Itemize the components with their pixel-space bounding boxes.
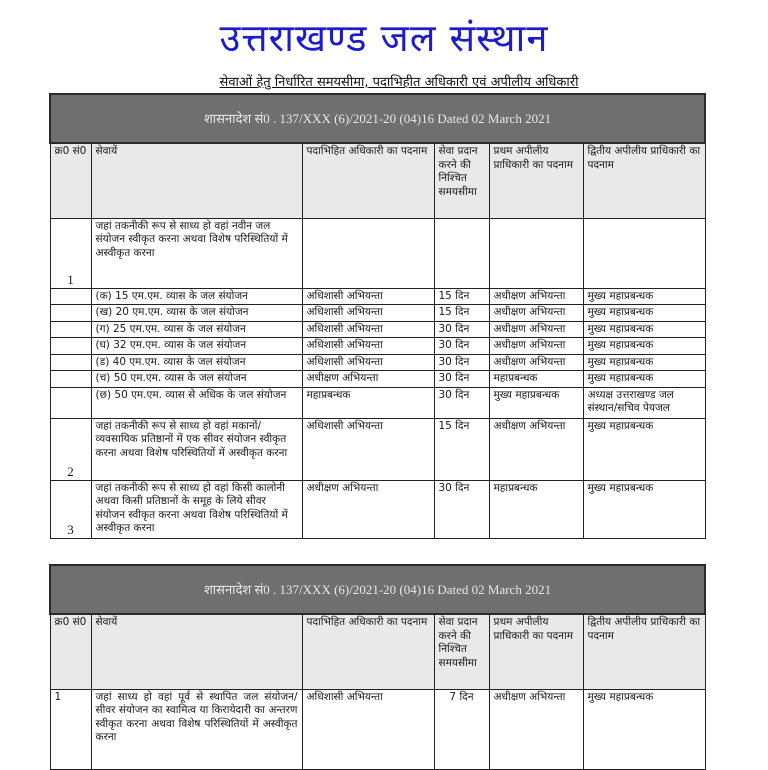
government-order-reference: शासनादेश सं0 . 137/XXX (6)/2021-20 (04)16 Dated 02 March 2021 xyxy=(50,94,705,143)
serial-number: 1 xyxy=(50,218,91,288)
serial-number xyxy=(50,371,91,388)
table-row xyxy=(50,689,705,769)
timeline: 30 दिन xyxy=(434,387,489,418)
col-designated-officer: पदाभिहित अधिकारी का पदनाम xyxy=(302,143,434,218)
first-appellate: अधीक्षण अभियन्ता xyxy=(489,354,583,371)
designated-officer: अधीक्षण अभियन्ता xyxy=(302,371,434,388)
timeline: 30 दिन xyxy=(434,354,489,371)
designated-officer: अधिशासी अभियन्ता xyxy=(302,354,434,371)
table-row xyxy=(50,321,705,338)
table-row xyxy=(50,480,705,538)
timeline: 30 दिन xyxy=(434,338,489,355)
col-services: सेवायें xyxy=(91,614,302,689)
service-description: (क) 15 एम.एम. व्यास के जल संयोजन xyxy=(91,288,302,305)
services-table-2 xyxy=(49,564,706,770)
service-description: जहां तकनीकी रूप से साध्य हो वहां मकानों/ व्यवसायिक प्रतिष्ठानों में एक सीवर संयोजन स्वीकृत करना अथवा विशेष परिस्थितियों में अस्वीकृत करना xyxy=(91,418,302,480)
serial-number xyxy=(50,305,91,322)
timeline: 15 दिन xyxy=(434,305,489,322)
second-appellate: मुख्य महाप्रबन्धक xyxy=(583,288,705,305)
col-second-appellate: द्वितीय अपीलीय प्राधिकारी का पदनाम xyxy=(583,614,705,689)
col-second-appellate: द्वितीय अपीलीय प्राधिकारी का पदनाम xyxy=(583,143,705,218)
table-row xyxy=(50,288,705,305)
table-row xyxy=(50,305,705,322)
designated-officer: अधिशासी अभियन्ता xyxy=(302,305,434,322)
service-description: जहां तकनीकी रूप से साध्य हो वहां नवीन जल संयोजन स्वीकृत करना अथवा विशेष परिस्थितियों में अस्वीकृत करना xyxy=(91,218,302,288)
government-order-reference: शासनादेश सं0 . 137/XXX (6)/2021-20 (04)16 Dated 02 March 2021 xyxy=(50,565,705,614)
designated-officer: महाप्रबन्धक xyxy=(302,387,434,418)
service-description: जहां साध्य हो वहां पूर्व से स्थापित जल संयोजन/ सीवर संयोजन का स्वामित्व या किरायेदारी का अन्तरण स्वीकृत करना अथवा विशेष परिस्थितियों में अस्वीकृत करना xyxy=(91,689,302,769)
first-appellate: महाप्रबन्धक xyxy=(489,480,583,538)
timeline: 30 दिन xyxy=(434,480,489,538)
service-description: (ड) 40 एम.एम. व्यास के जल संयोजन xyxy=(91,354,302,371)
second-appellate xyxy=(583,218,705,288)
second-appellate: मुख्य महाप्रबन्धक xyxy=(583,354,705,371)
first-appellate: अधीक्षण अभियन्ता xyxy=(489,338,583,355)
services-table-1 xyxy=(49,93,706,539)
table-row xyxy=(50,338,705,355)
designated-officer: अधीक्षण अभियन्ता xyxy=(302,480,434,538)
designated-officer: अधिशासी अभियन्ता xyxy=(302,338,434,355)
timeline: 30 दिन xyxy=(434,371,489,388)
timeline: 15 दिन xyxy=(434,288,489,305)
col-first-appellate: प्रथम अपीलीय प्राधिकारी का पदनाम xyxy=(489,143,583,218)
timeline: 7 दिन xyxy=(434,689,489,769)
designated-officer: अधिशासी अभियन्ता xyxy=(302,321,434,338)
col-serial-number: क्र0 सं0 xyxy=(50,614,91,689)
service-description: (छ) 50 एम.एम. व्यास से अधिक के जल संयोजन xyxy=(91,387,302,418)
designated-officer xyxy=(302,218,434,288)
service-description: (च) 50 एम.एम. व्यास के जल संयोजन xyxy=(91,371,302,388)
column-header-row xyxy=(50,143,705,218)
table-row xyxy=(50,371,705,388)
second-appellate: मुख्य महाप्रबन्धक xyxy=(583,321,705,338)
first-appellate xyxy=(489,218,583,288)
first-appellate: अधीक्षण अभियन्ता xyxy=(489,689,583,769)
serial-number: 3 xyxy=(50,480,91,538)
table-row xyxy=(50,354,705,371)
second-appellate: मुख्य महाप्रबन्धक xyxy=(583,305,705,322)
col-first-appellate: प्रथम अपीलीय प्राधिकारी का पदनाम xyxy=(489,614,583,689)
col-timeline: सेवा प्रदान करने की निश्चित समयसीमा xyxy=(434,143,489,218)
serial-number xyxy=(50,338,91,355)
serial-number xyxy=(50,288,91,305)
service-description: (घ) 32 एम.एम. व्यास के जल संयोजन xyxy=(91,338,302,355)
second-appellate: मुख्य महाप्रबन्धक xyxy=(583,480,705,538)
column-header-row xyxy=(50,614,705,689)
designated-officer: अधिशासी अभियन्ता xyxy=(302,418,434,480)
timeline: 15 दिन xyxy=(434,418,489,480)
first-appellate: मुख्य महाप्रबन्धक xyxy=(489,387,583,418)
page-subtitle: सेवाओं हेतु निर्धारित समयसीमा, पदाभिहीत अधिकारी एवं अपीलीय अधिकारी xyxy=(219,75,579,90)
first-appellate: अधीक्षण अभियन्ता xyxy=(489,288,583,305)
col-designated-officer: पदाभिहित अधिकारी का पदनाम xyxy=(302,614,434,689)
table-row xyxy=(50,418,705,480)
table-row xyxy=(50,387,705,418)
second-appellate: मुख्य महाप्रबन्धक xyxy=(583,418,705,480)
col-serial-number: क्र0 सं0 xyxy=(50,143,91,218)
page-title: उत्तराखण्ड जल संस्थान xyxy=(219,16,549,60)
serial-number xyxy=(50,387,91,418)
service-description: (ख) 20 एम.एम. व्यास के जल संयोजन xyxy=(91,305,302,322)
designated-officer: अधिशासी अभियन्ता xyxy=(302,689,434,769)
col-timeline: सेवा प्रदान करने की निश्चित समयसीमा xyxy=(434,614,489,689)
first-appellate: अधीक्षण अभियन्ता xyxy=(489,305,583,322)
timeline: 30 दिन xyxy=(434,321,489,338)
second-appellate: अध्यक्ष उत्तराखण्ड जल संस्थान/सचिव पेयजल xyxy=(583,387,705,418)
serial-number xyxy=(50,321,91,338)
first-appellate: अधीक्षण अभियन्ता xyxy=(489,418,583,480)
first-appellate: महाप्रबन्धक xyxy=(489,371,583,388)
timeline xyxy=(434,218,489,288)
serial-number: 1 xyxy=(50,689,91,769)
second-appellate: मुख्य महाप्रबन्धक xyxy=(583,338,705,355)
serial-number xyxy=(50,354,91,371)
second-appellate: मुख्य महाप्रबन्धक xyxy=(583,371,705,388)
service-description: जहां तकनीकी रूप से साध्य हो वहां किसी कालोनी अथवा किसी प्रतिष्ठानों के समूह के लिये सीवर संयोजन स्वीकृत करना अथवा विशेष परिस्थितियों में अस्वीकृत करना xyxy=(91,480,302,538)
serial-number: 2 xyxy=(50,418,91,480)
table-row xyxy=(50,218,705,288)
col-services: सेवायें xyxy=(91,143,302,218)
second-appellate: मुख्य महाप्रबन्धक xyxy=(583,689,705,769)
first-appellate: अधीक्षण अभियन्ता xyxy=(489,321,583,338)
service-description: (ग) 25 एम.एम. व्यास के जल संयोजन xyxy=(91,321,302,338)
designated-officer: अधिशासी अभियन्ता xyxy=(302,288,434,305)
